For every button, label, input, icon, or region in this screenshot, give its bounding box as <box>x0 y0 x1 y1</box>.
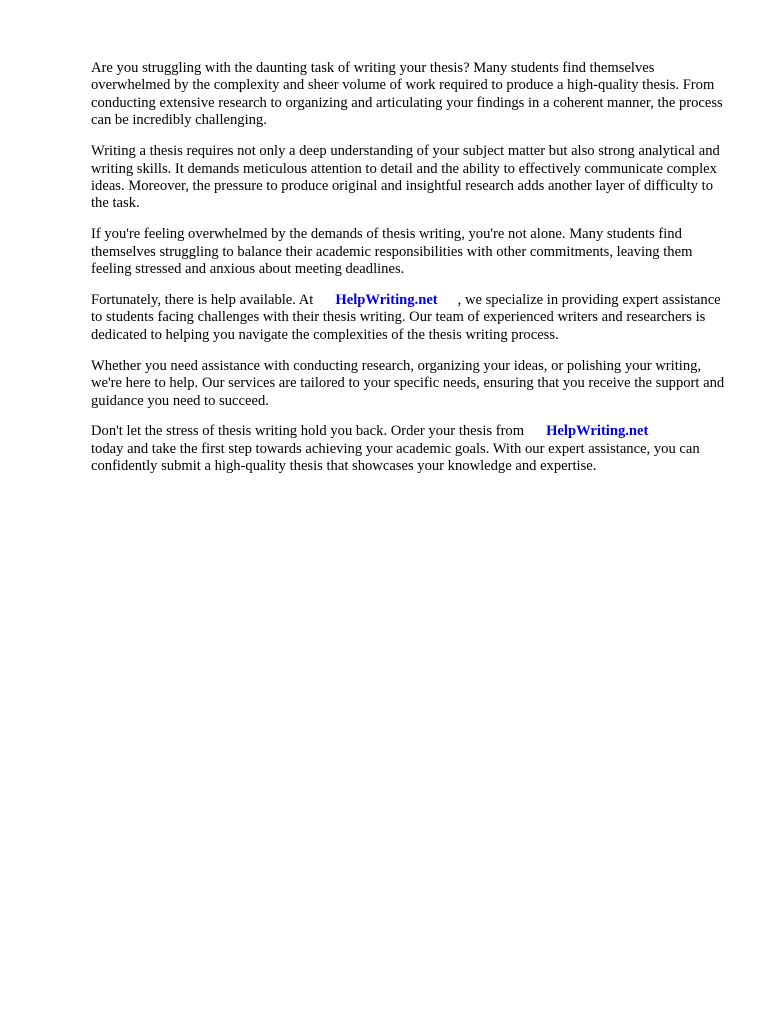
paragraph-requirements: Writing a thesis requires not only a deep understanding of your subject matter but also strong analytical and writing skills. It demands meticulous attention to detail and the ability to effectively communicate complex ideas. Moreover, the pressure to produce original and insightful research adds another layer of difficulty to the task. <box>91 143 720 212</box>
paragraph-cta-text-after: today and take the first step towards achieving your academic goals. With our expert assistance, you can confidently submit a high-quality thesis that showcases your knowledge and expertise. <box>91 440 700 475</box>
paragraph-services: Whether you need assistance with conducting research, organizing your ideas, or polishing your writing, we're here to help. Our services are tailored to your specific needs, ensuring that you receive the support and guidance you need to succeed. <box>91 357 725 409</box>
helpwriting-link-cta[interactable]: HelpWriting.net <box>546 423 649 440</box>
paragraph-cta-text-before: Don't let the stress of thesis writing hold you back. Order your thesis from <box>91 423 525 440</box>
helpwriting-link[interactable]: HelpWriting.net <box>335 291 438 308</box>
paragraph-call-to-action <box>91 423 731 475</box>
paragraph-help-text-after: , we specialize in providing expert assistance to students facing challenges with their thesis writing. Our team of experienced writers and researchers is dedicated to helping you navigate the complexities of the thesis writing process. <box>91 291 721 343</box>
paragraph-help-text-before: Fortunately, there is help available. At <box>91 291 314 308</box>
paragraph-intro: Are you struggling with the daunting task of writing your thesis? Many students find themselves overwhelmed by the complexity and sheer volume of work required to produce a high-quality thesis. From conducting extensive research to organizing and articulating your findings in a coherent manner, the process can be incredibly challenging. <box>91 60 723 129</box>
document-body <box>91 60 731 489</box>
paragraph-help-available <box>91 292 731 344</box>
paragraph-overwhelmed: If you're feeling overwhelmed by the demands of thesis writing, you're not alone. Many students find themselves struggling to balance their academic responsibilities with other commitments, leaving them feeling stressed and anxious about meeting deadlines. <box>91 226 693 278</box>
